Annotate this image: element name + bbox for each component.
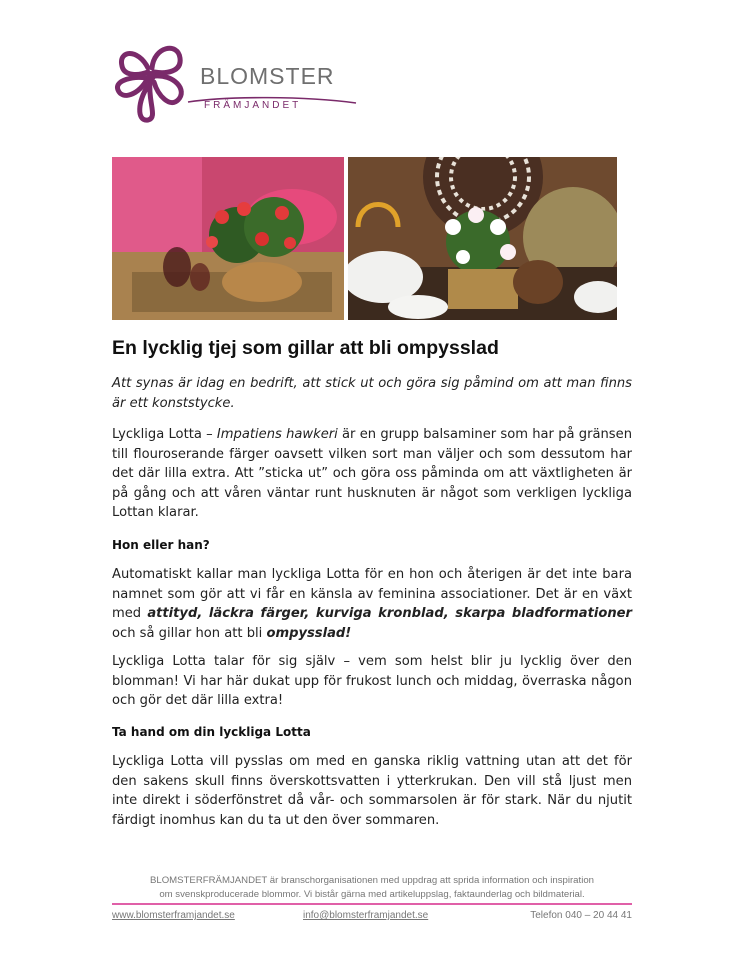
p1-species-name: Impatiens hawkeri <box>216 427 338 442</box>
p2-emphasis-ompysslad: ompysslad! <box>266 625 352 641</box>
footer-divider <box>112 903 632 905</box>
logo-brand-text: BLOMSTER <box>200 63 335 89</box>
intro-paragraph: Att synas är idag en bedrift, att stick ut och göra sig påmind om att man finns är ett konststycke. <box>112 376 632 411</box>
photo-table-setting <box>112 157 344 320</box>
paragraph-2 <box>112 565 632 643</box>
website-link[interactable]: www.blomsterframjandet.se <box>112 910 235 921</box>
heading-hon-eller-han: Hon eller han? <box>112 538 210 552</box>
photo-tea-set <box>348 157 617 320</box>
blomsterframjandet-logo <box>108 38 358 124</box>
logo-sub-text: FRÄMJANDET <box>204 100 302 111</box>
paragraph-3: Lyckliga Lotta talar för sig själv – vem som helst blir ju lycklig över den blomman! Vi har här dukat upp för frukost lunch och middag, överraska någon och gör det där lilla extra! <box>112 654 632 709</box>
paragraph-1 <box>112 425 632 523</box>
p2-emphasis-traits: attityd, läckra färger, kurviga kronblad, skarpa bladformationer <box>147 606 632 622</box>
p2-text-a: Automatiskt kallar man lyckliga Lotta för en hon och återigen är det inte bara namnet som gör att vi får en känsla av feminina associationer. Det är en växt med <box>112 567 632 622</box>
page-title: En lycklig tjej som gillar att bli ompysslad <box>112 337 499 359</box>
p2-text-c: och så gillar hon att bli <box>112 625 267 641</box>
p1-text-a: Lyckliga Lotta – <box>112 427 217 442</box>
phone-number: Telefon 040 – 20 44 41 <box>530 910 632 921</box>
footer-description <box>112 874 632 902</box>
footer-text-line-1: BLOMSTERFRÄMJANDET är branschorganisationen med uppdrag att sprida information och inspiration <box>149 875 594 886</box>
p1-text-c: är en grupp balsaminer som har på gränsen till flouroserande färger oavsett vilken sort man väljer och som dessutom har det där lilla extra. Att ”sticka ut” och göra oss påminda om att växtligheten är på gång och att våren väntar runt husknuten är något som verkligen lyckliga Lottan klarar. <box>112 427 632 521</box>
heading-ta-hand-om: Ta hand om din lyckliga Lotta <box>112 725 311 739</box>
paragraph-4: Lyckliga Lotta vill pysslas om med en ganska riklig vattning utan att det för den sakens skull finns överskottsvatten i ytterkrukan. Den vill stå ljust men inte direkt i söderfönstret då vår- och sommarsolen är för stark. När du njutit färdigt inomhus kan du ta ut den över sommaren. <box>112 754 632 828</box>
flower-logo-icon <box>108 38 198 124</box>
footer-text-line-2: om svenskproducerade blommor. Vi bistår gärna med artikeluppslag, faktaunderlag och bildmaterial. <box>159 889 585 900</box>
email-link[interactable]: info@blomsterframjandet.se <box>303 910 429 921</box>
